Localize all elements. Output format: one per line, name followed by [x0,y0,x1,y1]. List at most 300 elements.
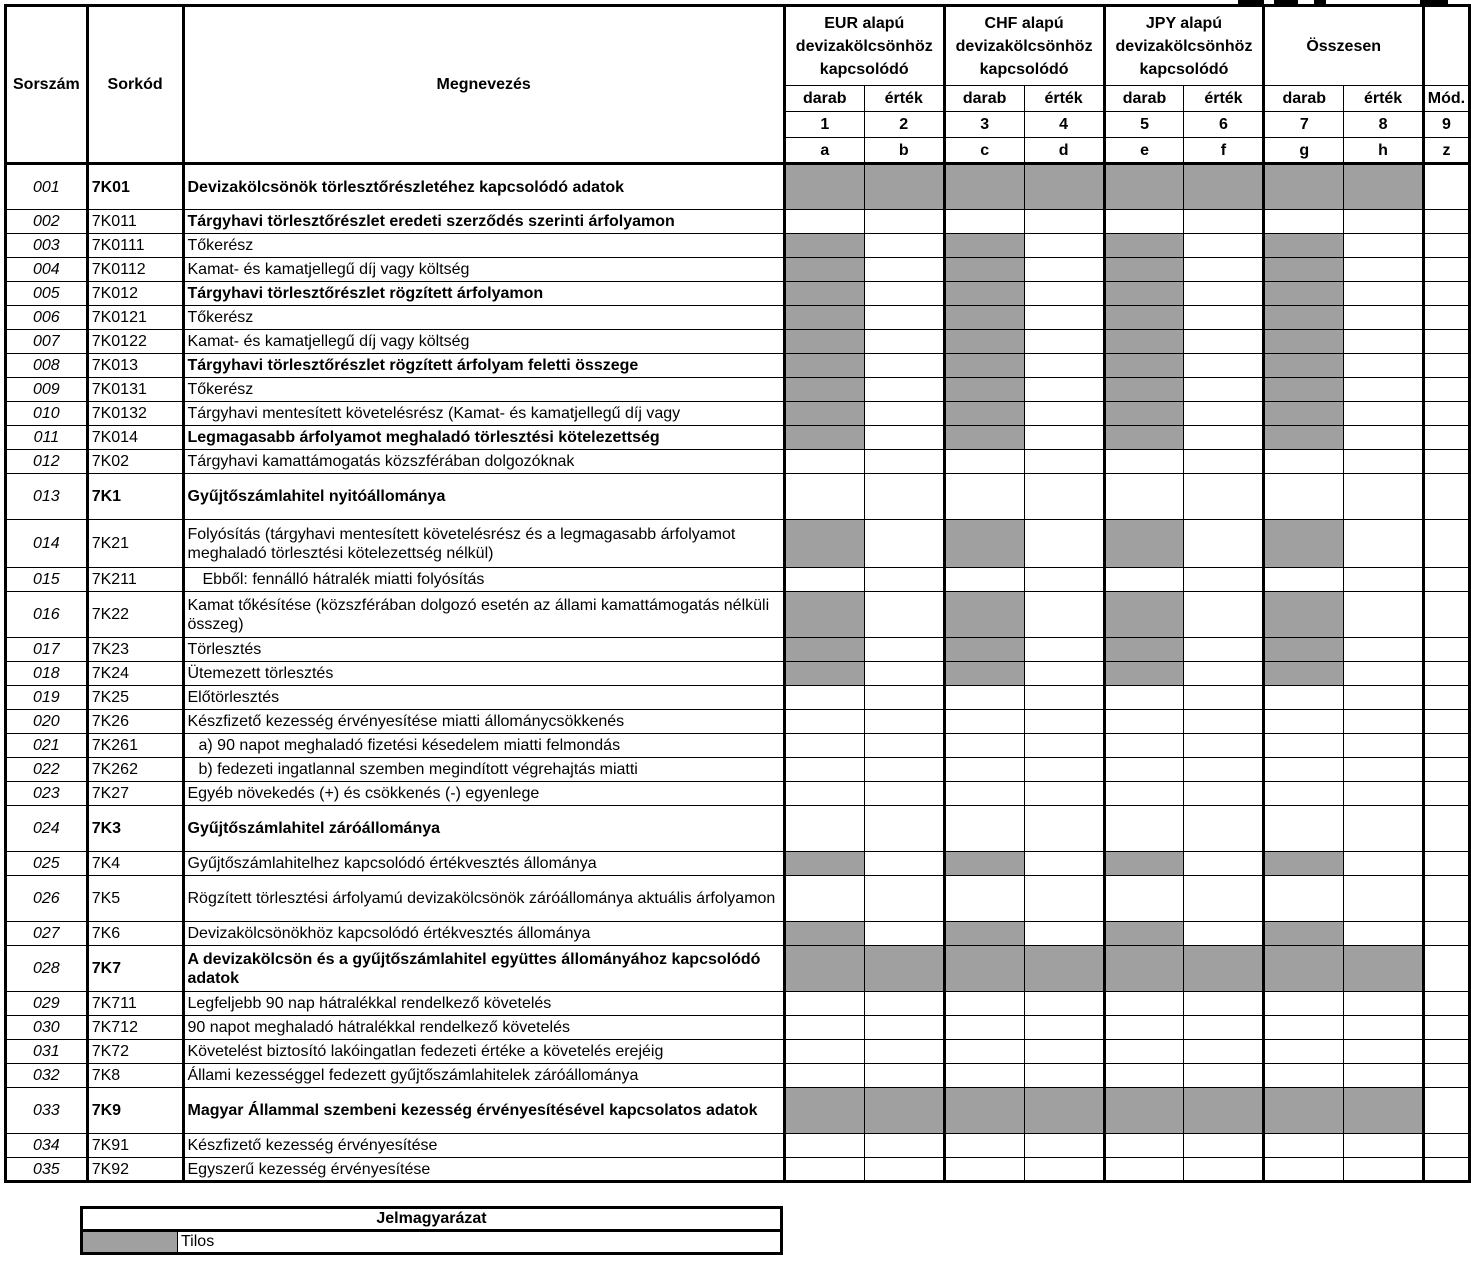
data-cell[interactable] [1104,568,1184,592]
data-cell[interactable] [1184,876,1264,922]
row-number: 016 [6,592,88,638]
row-code: 7K0131 [87,378,183,402]
data-cell[interactable] [944,1158,1024,1182]
data-cell[interactable] [1344,734,1424,758]
row-name: Kamat tőkésítése (közszférában dolgozó esetén az állami kamattámogatás nélküli összeg) [183,592,784,638]
data-cell[interactable] [864,330,944,354]
row-code: 7K712 [87,1016,183,1040]
data-cell[interactable] [1184,806,1264,852]
data-cell[interactable] [1184,402,1264,426]
data-cell[interactable] [1344,806,1424,852]
data-cell[interactable] [1024,354,1104,378]
data-cell[interactable] [1024,306,1104,330]
data-cell[interactable] [1423,210,1469,234]
data-cell[interactable] [944,1016,1024,1040]
data-cell[interactable] [1104,734,1184,758]
data-cell[interactable] [1024,258,1104,282]
data-cell[interactable] [1024,758,1104,782]
table-row [6,1016,1470,1040]
data-cell[interactable] [944,1134,1024,1158]
data-cell[interactable] [1024,520,1104,568]
data-cell[interactable] [1423,450,1469,474]
data-cell[interactable] [1104,876,1184,922]
data-cell[interactable] [1024,282,1104,306]
data-cell[interactable] [784,210,864,234]
data-cell[interactable] [1104,806,1184,852]
data-cell[interactable] [1423,354,1469,378]
row-name: Egyszerű kezesség érvényesítése [183,1158,784,1182]
data-cell[interactable] [944,806,1024,852]
row-code: 7K4 [87,852,183,876]
data-cell[interactable] [1024,638,1104,662]
data-cell[interactable] [1344,922,1424,946]
data-cell[interactable] [784,474,864,520]
data-cell[interactable] [864,852,944,876]
data-cell[interactable] [1423,258,1469,282]
table-row [6,782,1470,806]
data-cell[interactable] [1264,758,1344,782]
header-num-4: 4 [1024,112,1104,138]
data-cell[interactable] [1024,234,1104,258]
data-cell[interactable] [1104,1064,1184,1088]
data-cell[interactable] [1184,758,1264,782]
data-cell[interactable] [864,1064,944,1088]
data-cell[interactable] [784,734,864,758]
data-cell [1264,234,1344,258]
data-cell [1264,662,1344,686]
data-cell[interactable] [944,450,1024,474]
data-cell[interactable] [1264,568,1344,592]
data-cell[interactable] [1344,474,1424,520]
data-cell[interactable] [1184,354,1264,378]
data-cell[interactable] [1104,1134,1184,1158]
data-cell [784,922,864,946]
data-cell[interactable] [1024,568,1104,592]
data-cell[interactable] [864,568,944,592]
data-cell[interactable] [1423,992,1469,1016]
data-cell[interactable] [1184,1158,1264,1182]
data-cell[interactable] [1024,330,1104,354]
data-cell[interactable] [1184,1016,1264,1040]
data-cell[interactable] [1024,876,1104,922]
data-cell[interactable] [1024,426,1104,450]
data-cell[interactable] [864,782,944,806]
data-cell[interactable] [1344,782,1424,806]
table-row [6,806,1470,852]
table-row [6,474,1470,520]
data-cell[interactable] [1184,210,1264,234]
data-cell[interactable] [784,758,864,782]
data-cell[interactable] [1344,258,1424,282]
data-cell[interactable] [1344,568,1424,592]
data-cell [1264,638,1344,662]
data-cell[interactable] [1423,758,1469,782]
data-cell[interactable] [1104,1158,1184,1182]
data-cell[interactable] [1423,568,1469,592]
data-cell[interactable] [864,662,944,686]
data-cell[interactable] [1184,1134,1264,1158]
data-cell[interactable] [1423,282,1469,306]
table-row [6,852,1470,876]
data-cell[interactable] [1423,402,1469,426]
data-cell[interactable] [864,806,944,852]
data-cell[interactable] [1264,806,1344,852]
data-cell[interactable] [1264,474,1344,520]
data-cell[interactable] [1344,354,1424,378]
data-cell [784,852,864,876]
data-cell[interactable] [784,806,864,852]
data-cell [1104,234,1184,258]
data-cell[interactable] [1104,210,1184,234]
data-cell[interactable] [1264,992,1344,1016]
data-cell[interactable] [1344,710,1424,734]
data-cell[interactable] [1423,806,1469,852]
data-cell[interactable] [1104,450,1184,474]
data-cell[interactable] [1423,876,1469,922]
data-cell[interactable] [1344,758,1424,782]
data-cell[interactable] [1184,520,1264,568]
data-cell[interactable] [1264,1158,1344,1182]
data-cell[interactable] [1423,734,1469,758]
data-cell[interactable] [1344,1040,1424,1064]
data-cell[interactable] [1024,806,1104,852]
data-cell[interactable] [1184,592,1264,638]
data-cell [864,946,944,992]
data-cell[interactable] [944,1064,1024,1088]
data-cell[interactable] [1184,638,1264,662]
row-code: 7K1 [87,474,183,520]
data-cell[interactable] [1104,782,1184,806]
data-cell[interactable] [1423,592,1469,638]
data-cell[interactable] [1024,782,1104,806]
row-number: 033 [6,1088,88,1134]
data-cell[interactable] [1423,1040,1469,1064]
data-cell[interactable] [944,758,1024,782]
data-cell[interactable] [864,378,944,402]
data-cell[interactable] [1184,234,1264,258]
data-cell[interactable] [1423,164,1469,210]
header-letter-7: g [1264,138,1344,164]
data-cell[interactable] [1344,330,1424,354]
data-cell[interactable] [1184,568,1264,592]
data-cell[interactable] [1344,378,1424,402]
corner-mark [1314,0,1326,4]
data-cell [944,426,1024,450]
data-cell[interactable] [864,1040,944,1064]
row-code: 7K02 [87,450,183,474]
row-name: Kamat- és kamatjellegű díj vagy költség [183,330,784,354]
data-cell[interactable] [864,710,944,734]
data-cell[interactable] [1344,450,1424,474]
data-cell[interactable] [1264,1064,1344,1088]
data-cell[interactable] [944,734,1024,758]
data-cell[interactable] [1423,638,1469,662]
row-number: 012 [6,450,88,474]
data-cell[interactable] [1184,426,1264,450]
data-cell[interactable] [864,1134,944,1158]
data-cell[interactable] [1344,662,1424,686]
data-cell[interactable] [1264,1040,1344,1064]
data-cell[interactable] [1024,734,1104,758]
data-cell[interactable] [1344,306,1424,330]
row-code: 7K21 [87,520,183,568]
data-cell[interactable] [1344,876,1424,922]
data-cell[interactable] [784,1064,864,1088]
data-cell[interactable] [1024,710,1104,734]
data-cell[interactable] [864,282,944,306]
data-cell [944,922,1024,946]
data-cell[interactable] [1024,378,1104,402]
data-cell[interactable] [1024,1158,1104,1182]
data-cell[interactable] [1024,450,1104,474]
data-cell[interactable] [1423,306,1469,330]
data-cell[interactable] [1104,686,1184,710]
data-cell[interactable] [1104,1040,1184,1064]
data-cell [944,638,1024,662]
data-cell[interactable] [1184,450,1264,474]
data-cell[interactable] [864,306,944,330]
data-cell[interactable] [944,686,1024,710]
header-group-eur: EUR alapú devizakölcsönhöz kapcsolódó [784,6,944,86]
data-cell[interactable] [1184,710,1264,734]
data-cell[interactable] [784,876,864,922]
data-cell[interactable] [1344,520,1424,568]
data-cell[interactable] [944,782,1024,806]
data-cell[interactable] [784,686,864,710]
data-cell[interactable] [1423,1064,1469,1088]
data-cell[interactable] [1024,992,1104,1016]
data-cell[interactable] [1024,852,1104,876]
data-cell[interactable] [1024,1064,1104,1088]
data-cell[interactable] [864,354,944,378]
data-cell[interactable] [1184,474,1264,520]
row-name: Legfeljebb 90 nap hátralékkal rendelkező követelés [183,992,784,1016]
data-cell[interactable] [1344,638,1424,662]
data-cell [864,1088,944,1134]
data-cell[interactable] [1184,922,1264,946]
data-cell[interactable] [784,1158,864,1182]
data-cell[interactable] [784,1134,864,1158]
data-cell[interactable] [1264,1016,1344,1040]
header-sub-4: érték [1024,86,1104,112]
data-cell[interactable] [1184,378,1264,402]
header-sorkod: Sorkód [87,6,183,164]
data-cell[interactable] [944,568,1024,592]
data-cell[interactable] [1264,450,1344,474]
table-row [6,992,1470,1016]
data-cell[interactable] [1104,1016,1184,1040]
data-cell [784,946,864,992]
data-cell [944,662,1024,686]
data-cell[interactable] [944,210,1024,234]
data-cell[interactable] [1344,1064,1424,1088]
data-cell[interactable] [1264,734,1344,758]
data-cell[interactable] [784,782,864,806]
data-cell[interactable] [1184,686,1264,710]
data-cell[interactable] [1184,306,1264,330]
data-cell [1104,426,1184,450]
data-cell[interactable] [1423,710,1469,734]
data-cell[interactable] [1423,1158,1469,1182]
data-cell[interactable] [1264,210,1344,234]
row-code: 7K013 [87,354,183,378]
row-number: 015 [6,568,88,592]
row-code: 7K3 [87,806,183,852]
data-cell[interactable] [1344,1016,1424,1040]
data-cell[interactable] [864,734,944,758]
data-cell[interactable] [1024,1016,1104,1040]
data-cell[interactable] [1344,426,1424,450]
data-cell[interactable] [944,876,1024,922]
data-cell[interactable] [1184,852,1264,876]
data-cell[interactable] [1024,1134,1104,1158]
data-cell[interactable] [1184,782,1264,806]
data-cell[interactable] [1344,1158,1424,1182]
data-cell[interactable] [1024,1040,1104,1064]
data-cell[interactable] [864,426,944,450]
data-cell[interactable] [864,520,944,568]
data-cell[interactable] [1423,686,1469,710]
data-cell[interactable] [1344,402,1424,426]
data-cell[interactable] [864,402,944,426]
data-cell[interactable] [1344,852,1424,876]
data-cell[interactable] [1423,378,1469,402]
row-name: Ebből: fennálló hátralék miatti folyósítás [183,568,784,592]
row-name: Törlesztés [183,638,784,662]
row-name: b) fedezeti ingatlannal szemben megindított végrehajtás miatti [183,758,784,782]
row-code: 7K261 [87,734,183,758]
data-cell[interactable] [944,474,1024,520]
data-cell [944,852,1024,876]
row-name: A devizakölcsön és a gyűjtőszámlahitel együttes állományához kapcsolódó adatok [183,946,784,992]
data-cell[interactable] [784,568,864,592]
data-cell[interactable] [1024,474,1104,520]
data-cell[interactable] [1344,234,1424,258]
data-cell[interactable] [864,686,944,710]
data-cell[interactable] [1423,234,1469,258]
data-cell [1264,306,1344,330]
data-cell[interactable] [864,922,944,946]
table-row [6,354,1470,378]
data-cell[interactable] [944,992,1024,1016]
data-cell[interactable] [1104,474,1184,520]
data-cell[interactable] [1184,282,1264,306]
row-name: Előtörlesztés [183,686,784,710]
data-cell[interactable] [1264,782,1344,806]
row-code: 7K211 [87,568,183,592]
table-row [6,734,1470,758]
data-cell[interactable] [1024,922,1104,946]
legend [80,1206,783,1255]
data-cell[interactable] [1423,1134,1469,1158]
data-cell[interactable] [1184,258,1264,282]
data-cell[interactable] [1024,402,1104,426]
data-cell[interactable] [1024,210,1104,234]
data-cell[interactable] [1184,1064,1264,1088]
data-cell[interactable] [1264,1134,1344,1158]
data-cell[interactable] [864,474,944,520]
data-cell[interactable] [1104,758,1184,782]
data-cell[interactable] [1344,210,1424,234]
data-cell[interactable] [1184,992,1264,1016]
row-number: 030 [6,1016,88,1040]
header-letter-4: d [1024,138,1104,164]
data-cell[interactable] [1024,662,1104,686]
data-cell [1184,946,1264,992]
data-cell[interactable] [1423,852,1469,876]
data-cell[interactable] [784,992,864,1016]
data-cell [1264,258,1344,282]
data-cell[interactable] [1423,782,1469,806]
data-cell[interactable] [864,638,944,662]
data-cell[interactable] [864,592,944,638]
data-cell[interactable] [1344,282,1424,306]
data-cell[interactable] [1024,592,1104,638]
data-cell [944,402,1024,426]
data-cell[interactable] [1184,734,1264,758]
data-cell [1024,1088,1104,1134]
data-cell[interactable] [864,1158,944,1182]
data-cell[interactable] [784,1016,864,1040]
data-cell[interactable] [1344,1134,1424,1158]
data-cell[interactable] [1104,710,1184,734]
data-cell[interactable] [1104,992,1184,1016]
data-cell [784,402,864,426]
data-cell[interactable] [1184,662,1264,686]
data-cell[interactable] [1423,330,1469,354]
data-cell[interactable] [944,1040,1024,1064]
data-cell[interactable] [864,450,944,474]
data-cell [1264,426,1344,450]
data-cell[interactable] [864,210,944,234]
data-cell[interactable] [1024,686,1104,710]
data-cell[interactable] [944,710,1024,734]
data-cell [1104,1088,1184,1134]
data-cell[interactable] [1344,686,1424,710]
data-cell[interactable] [1344,592,1424,638]
data-cell[interactable] [864,758,944,782]
data-cell [1104,354,1184,378]
data-cell[interactable] [864,992,944,1016]
row-name: Kamat- és kamatjellegű díj vagy költség [183,258,784,282]
data-cell[interactable] [864,234,944,258]
data-cell[interactable] [864,876,944,922]
data-cell[interactable] [1264,876,1344,922]
data-cell[interactable] [864,258,944,282]
data-cell [1104,638,1184,662]
table-row [6,234,1470,258]
data-cell[interactable] [864,1016,944,1040]
row-name: Tőkerész [183,234,784,258]
data-cell[interactable] [1423,426,1469,450]
data-cell[interactable] [1184,330,1264,354]
data-cell[interactable] [784,1040,864,1064]
data-cell[interactable] [1423,662,1469,686]
data-cell[interactable] [1344,992,1424,1016]
data-cell[interactable] [1423,922,1469,946]
data-cell[interactable] [1423,474,1469,520]
data-cell[interactable] [1423,1088,1469,1134]
data-cell[interactable] [784,450,864,474]
data-cell[interactable] [1264,710,1344,734]
row-code: 7K24 [87,662,183,686]
data-cell[interactable] [1423,520,1469,568]
data-cell[interactable] [1264,686,1344,710]
data-cell[interactable] [1184,1040,1264,1064]
data-cell[interactable] [1423,1016,1469,1040]
data-cell[interactable] [784,710,864,734]
data-cell[interactable] [1423,946,1469,992]
